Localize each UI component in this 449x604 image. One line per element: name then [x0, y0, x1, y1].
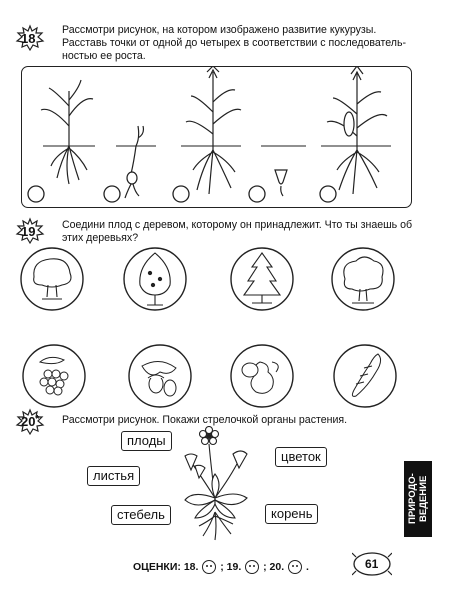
- task-20-star: *: [35, 414, 40, 425]
- grades-line: [133, 560, 309, 574]
- grade-19: ; 19.: [220, 560, 242, 573]
- task-19-number: 19: [21, 224, 36, 239]
- task-18-line-1: Рассмотри рисунок, на котором изображено развитие кукурузы.: [62, 24, 377, 36]
- label-root[interactable]: корень: [265, 504, 318, 524]
- grade-18: 18.: [183, 560, 199, 573]
- label-leaves[interactable]: листья: [87, 466, 140, 486]
- subject-side-tab-line-2: ВЕДЕНИЕ: [418, 475, 429, 523]
- answer-circle-2[interactable]: [104, 186, 120, 202]
- corn-growth-illustration: [21, 66, 413, 208]
- grade-20: ; 20.: [263, 560, 285, 573]
- grades-label: ОЦЕНКИ:: [133, 560, 181, 573]
- grade-19-face-icon[interactable]: [245, 560, 259, 574]
- page-number: 61: [365, 557, 379, 571]
- subject-side-tab: [404, 461, 432, 537]
- corn-stage-sprout-icon: [125, 126, 143, 198]
- task-18-line-2: Расставь точки от одной до четырех в соответствии с последователь-: [62, 37, 407, 49]
- corn-stage-mature-plant-icon: [327, 66, 387, 194]
- subject-side-tab-line-1: ПРИРОДО-: [407, 473, 418, 525]
- label-stem[interactable]: стебель: [111, 505, 171, 525]
- label-flower[interactable]: цветок: [275, 447, 327, 467]
- task-18-line-3: ностью ее роста.: [62, 50, 146, 62]
- corn-stage-tall-plant-icon: [186, 66, 241, 194]
- answer-circle-3[interactable]: [173, 186, 189, 202]
- task-18-number: 18: [21, 31, 36, 46]
- task-19-line-1: Соедини плод с деревом, которому он принадлежит. Что ты знаешь об: [62, 219, 413, 231]
- task-19-line-2: этих деревьях?: [62, 232, 139, 244]
- answer-circle-1[interactable]: [28, 186, 44, 202]
- task-20-number-value: 20: [21, 414, 36, 429]
- label-fruits[interactable]: плоды: [121, 431, 172, 451]
- answer-circle-4[interactable]: [249, 186, 265, 202]
- task-20-text: Рассмотри рисунок. Покажи стрелочкой органы растения.: [62, 414, 348, 426]
- corn-stage-seed-icon: [275, 170, 287, 196]
- fruits-row: [20, 340, 410, 414]
- grades-end: .: [305, 560, 309, 573]
- grade-18-face-icon[interactable]: [202, 560, 216, 574]
- answer-circle-5[interactable]: [320, 186, 336, 202]
- task-20-number: [21, 414, 39, 429]
- corn-stage-young-plant-icon: [41, 80, 93, 184]
- trees-row: [20, 243, 410, 317]
- grade-20-face-icon[interactable]: [288, 560, 302, 574]
- strawberry-plant-icon: [175, 426, 265, 542]
